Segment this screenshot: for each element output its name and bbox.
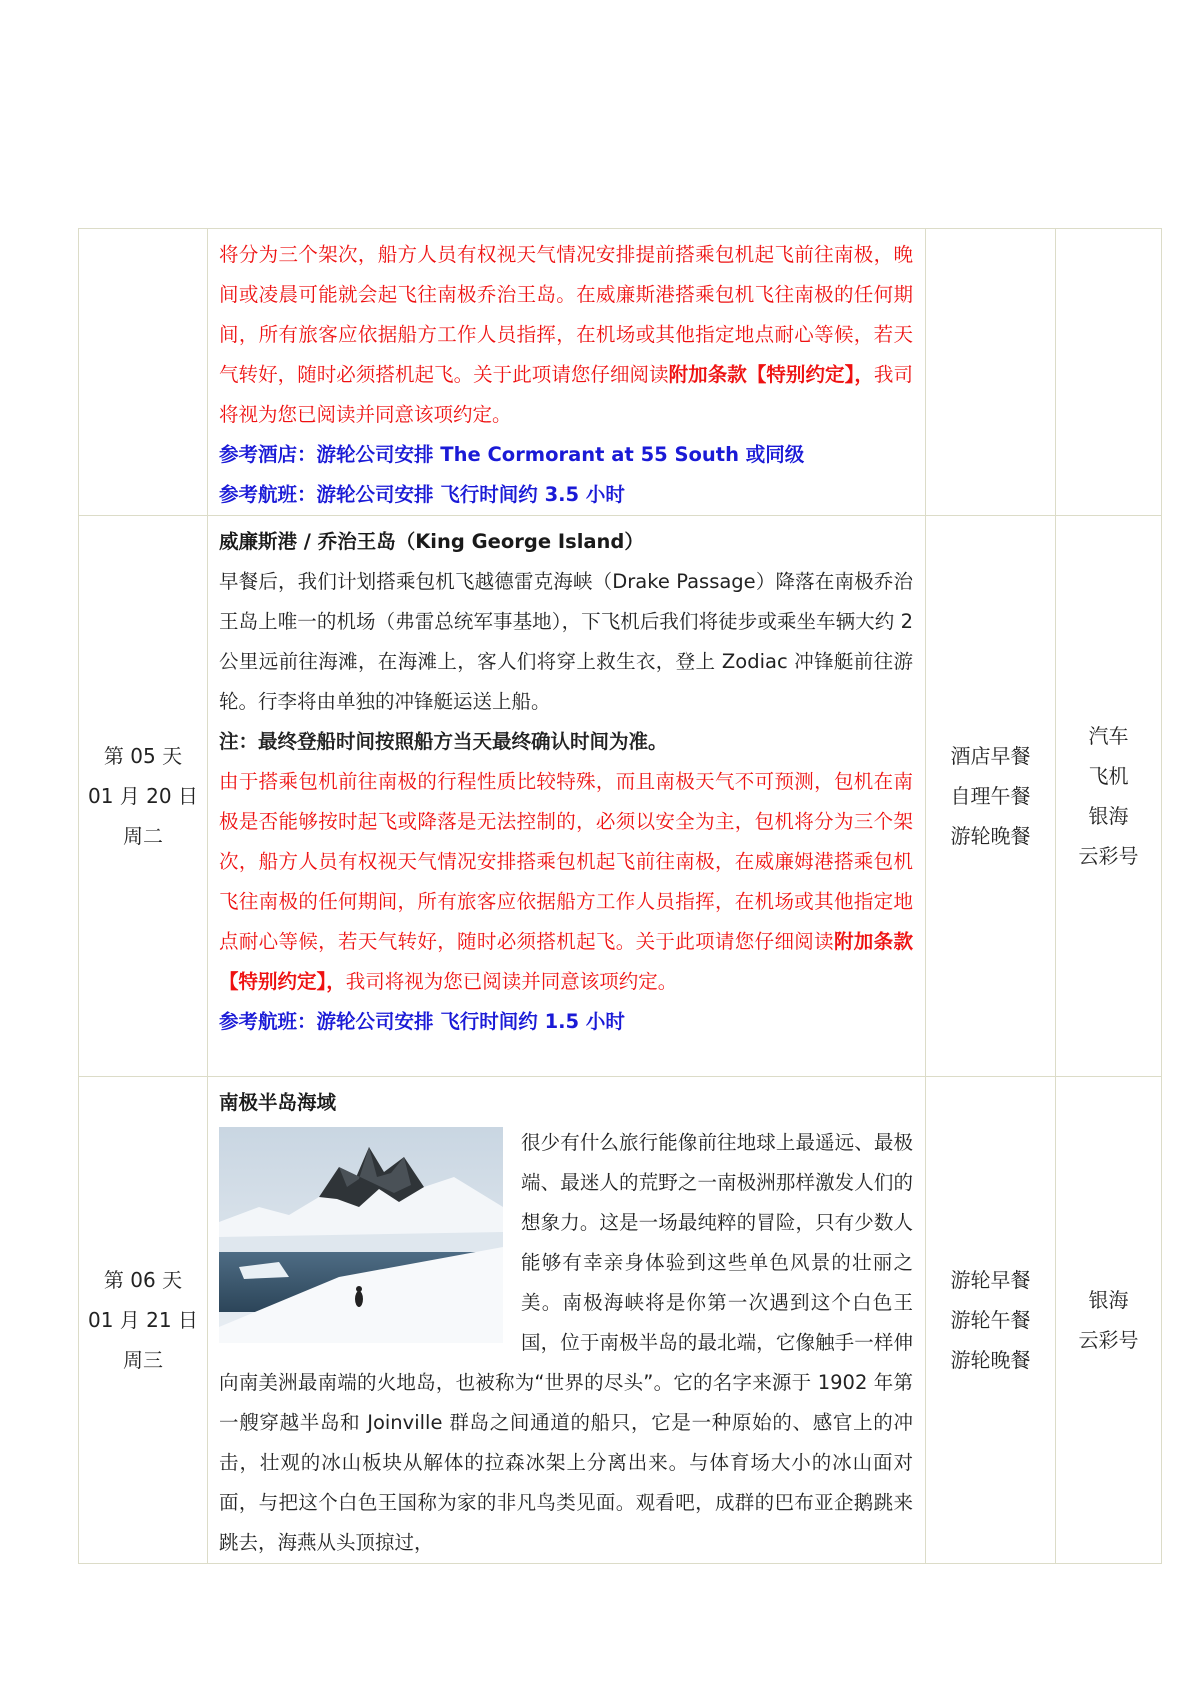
transport-cell [1056,1077,1162,1564]
itinerary-table [78,228,1162,1564]
day-weekday: 周三 [123,1348,163,1372]
day-cell [79,1077,208,1564]
meals-cell [926,1077,1056,1564]
itinerary-row-day06 [79,1077,1162,1564]
day-date: 01 月 21 日 [88,1308,198,1332]
details-cell [208,1077,926,1564]
day-cell [79,516,208,1077]
flight-notice: 由于搭乘包机前往南极的行程性质比较特殊，而且南极天气不可预测，包机在南极是否能够按时起飞或降落是无法控制的，必须以安全为主，包机将分为三个架次，船方人员有权视天气情况安排搭乘包机起飞前往南极，在威廉姆港搭乘包机飞往南极的任何期间，所有旅客应依据船方工作人员指挥，在机场或其他指定地点耐心等候，若天气转好，随时必须搭机起飞。关于此项请您仔细阅读附加条款【特别约定】，我司将视为您已阅读并同意该项约定。 [219,770,913,993]
day-title: 威廉斯港 / 乔治王岛（King George Island） [219,530,644,553]
flight-notice: 将分为三个架次，船方人员有权视天气情况安排提前搭乘包机起飞前往南极，晚间或凌晨可能就会起飞往南极乔治王岛。在威廉斯港搭乘包机飞往南极的任何期间，所有旅客应依据船方工作人员指挥，在机场或其他指定地点耐心等候，若天气转好，随时必须搭机起飞。关于此项请您仔细阅读附加条款【特别约定】，我司将视为您已阅读并同意该项约定。 [219,243,913,426]
day-weekday: 周二 [123,824,163,848]
transport-item: 银海 [1088,1288,1129,1312]
meal-lunch: 自理午餐 [950,784,1031,808]
transport-item: 汽车 [1088,724,1129,748]
transport-cell [1056,516,1162,1077]
meal-dinner: 游轮晚餐 [950,1348,1031,1372]
antarctic-mountain-photo [219,1127,503,1343]
details-cell [208,516,926,1077]
transport-item: 云彩号 [1078,1328,1139,1352]
itinerary-row-day05 [79,516,1162,1077]
meal-dinner: 游轮晚餐 [950,824,1031,848]
day-number: 第 06 天 [103,1268,183,1292]
day-cell [79,229,208,516]
meal-breakfast: 酒店早餐 [950,744,1031,768]
day-description: 很少有什么旅行能像前往地球上最遥远、最极端、最迷人的荒野之一南极洲那样激发人们的想象力。这是一场最纯粹的冒险，只有少数人能够有幸亲身体验到这些单色风景的壮丽之美。南极海峡将是你第一次遇到这个白色王国，位于南极半岛的最北端，它像触手一样伸向南美洲最南端的火地岛，也被称为“世界的尽头”。它的名字来源于 1902 年第一艘穿越半岛和 Joinville 群岛之间通道的船只，它是一种原始的、感官上的冲击，壮观的冰山板块从解体的拉森冰架上分离出来。与体育场大小的冰山面对面，与把这个白色王国称为家的非凡鸟类见面。观看吧，成群的巴布亚企鹅跳来跳去，海燕从头顶掠过， [219,1131,913,1554]
reference-flight: 参考航班：游轮公司安排 飞行时间约 3.5 小时 [219,483,625,506]
boarding-note: 注：最终登船时间按照船方当天最终确认时间为准。 [219,730,668,753]
day-date: 01 月 20 日 [88,784,198,808]
details-cell [208,229,926,516]
reference-hotel: 参考酒店：游轮公司安排 The Cormorant at 55 South 或同级 [219,443,805,466]
meal-lunch: 游轮午餐 [950,1308,1031,1332]
day-title: 南极半岛海域 [219,1091,337,1114]
meal-breakfast: 游轮早餐 [950,1268,1031,1292]
reference-flight: 参考航班：游轮公司安排 飞行时间约 1.5 小时 [219,1010,625,1033]
transport-item: 银海 [1088,804,1129,828]
transport-item: 云彩号 [1078,844,1139,868]
meals-cell [926,229,1056,516]
day-description: 早餐后，我们计划搭乘包机飞越德雷克海峡（Drake Passage）降落在南极乔治王岛上唯一的机场（弗雷总统军事基地），下飞机后我们将徒步或乘坐车辆大约 2 公里远前往海滩，在海滩上，客人们将穿上救生衣，登上 Zodiac 冲锋艇前往游轮。行李将由单独的冲锋艇运送上船。 [219,570,913,713]
transport-item: 飞机 [1088,764,1129,788]
itinerary-row-continuation [79,229,1162,516]
day-number: 第 05 天 [103,744,183,768]
meals-cell [926,516,1056,1077]
transport-cell [1056,229,1162,516]
